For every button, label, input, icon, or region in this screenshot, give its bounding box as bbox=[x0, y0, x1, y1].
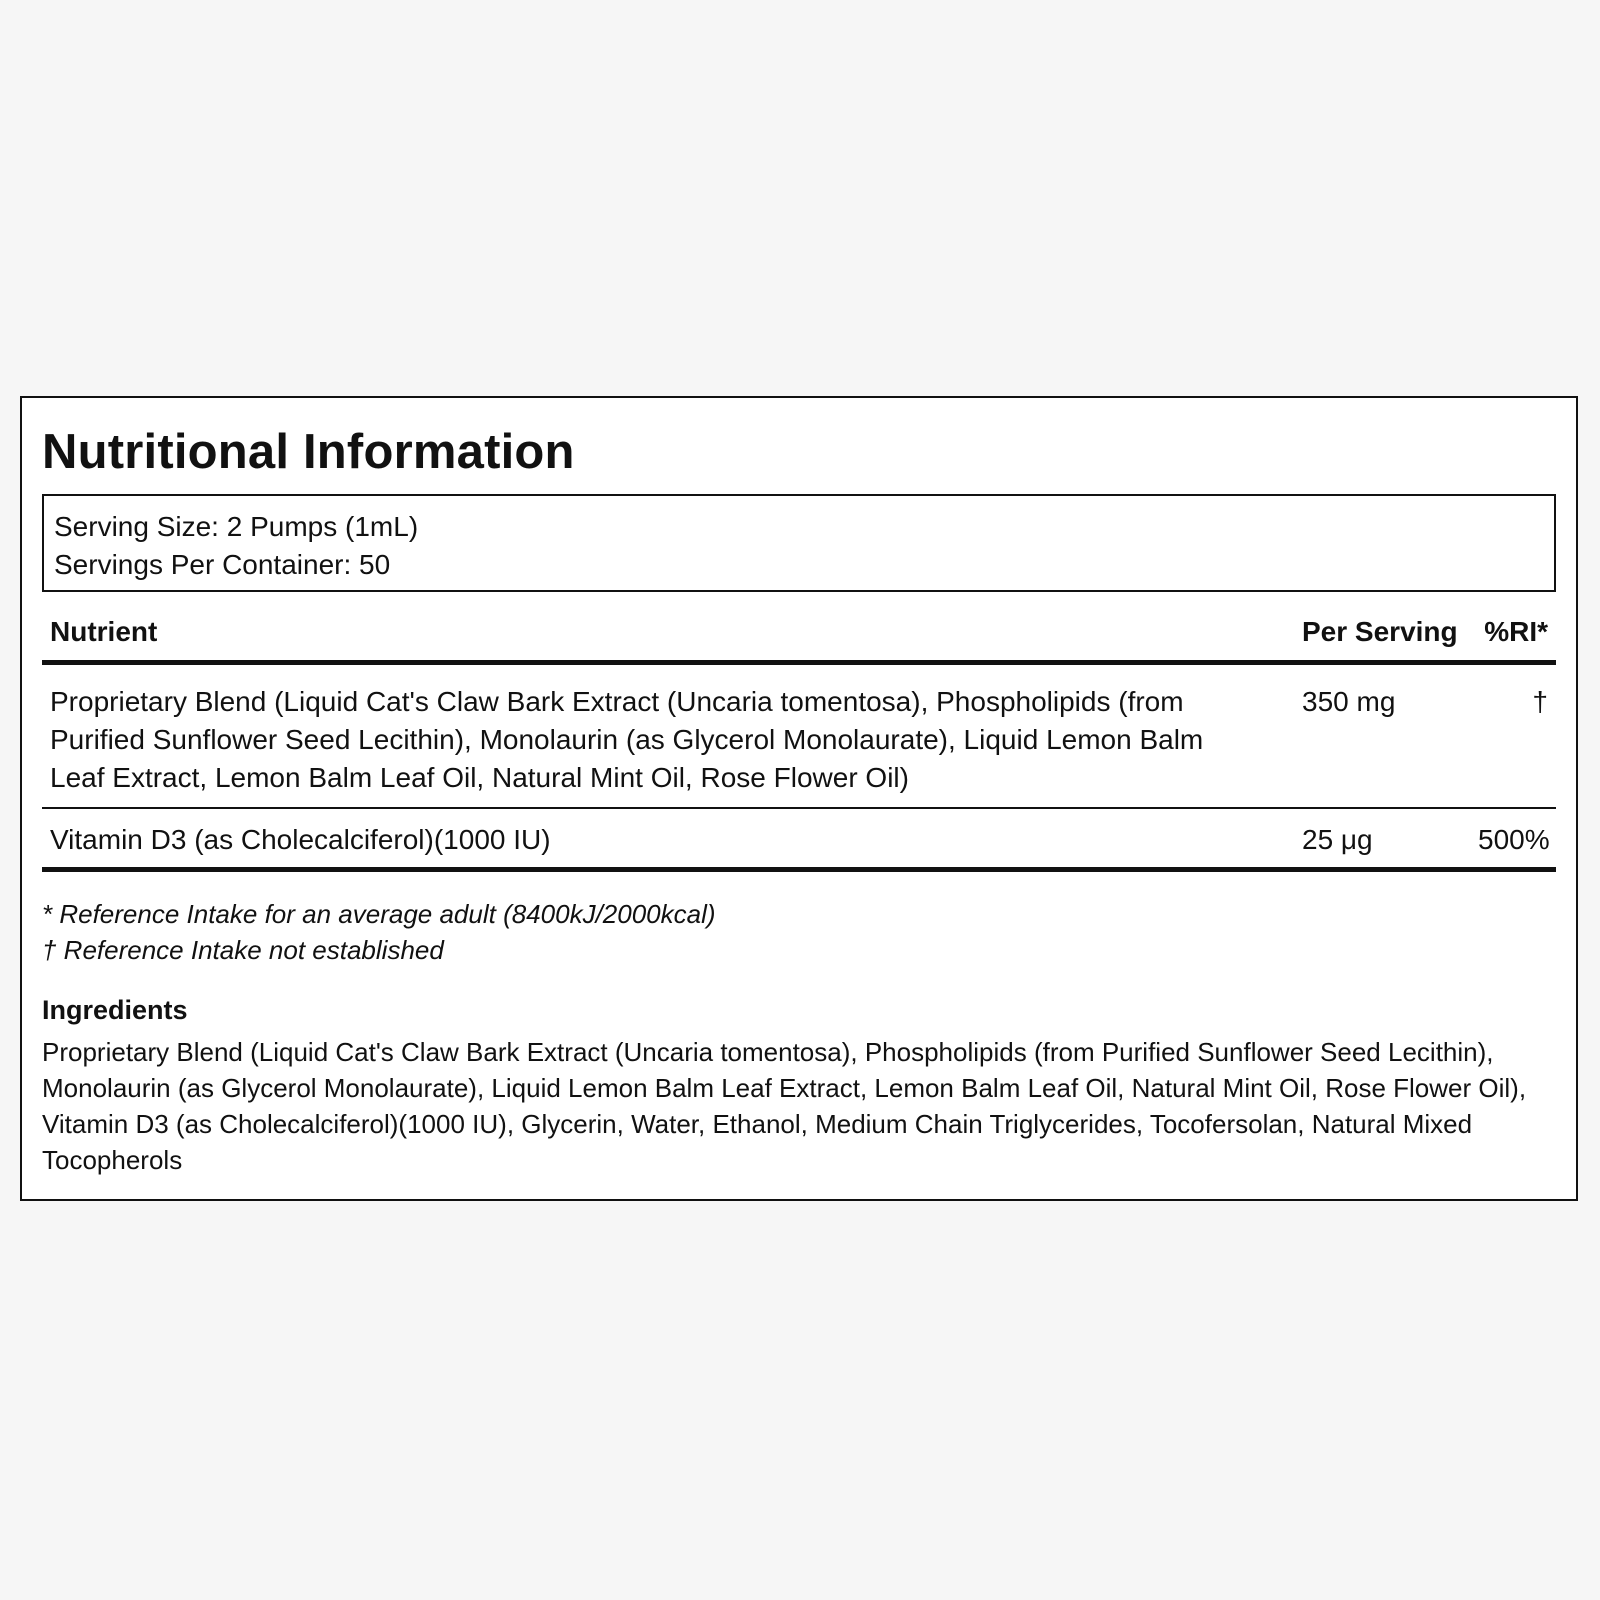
table-header-row bbox=[42, 614, 1556, 665]
ri-footnote: * Reference Intake for an average adult (8400kJ/2000kcal) bbox=[42, 899, 716, 929]
header-nutrient: Nutrient bbox=[50, 616, 158, 647]
label-title: Nutritional Information bbox=[42, 425, 575, 479]
row-nutrient: Proprietary Blend (Liquid Cat's Claw Bark Extract (Uncaria tomentosa), Phospholipids (from Purified Sunflower Seed Lecithin), Monolaurin (as Glycerol Monolaurate), Liquid Lemon Balm Leaf Extract, Lemon Balm Leaf Oil, Natural Mint Oil, Rose Flower Oil) bbox=[50, 686, 1204, 793]
row-ri: 500% bbox=[1478, 824, 1550, 855]
ingredients-text: Proprietary Blend (Liquid Cat's Claw Bark Extract (Uncaria tomentosa), Phospholipids (from Purified Sunflower Seed Lecithin), Monolaurin (as Glycerol Monolaurate), Liquid Lemon Balm Leaf Extract, Lemon Balm Leaf Oil, Natural Mint Oil, Rose Flower Oil), Vitamin D3 (as Cholecalciferol)(1000 IU), Glycerin, Water, Ethanol, Medium Chain Triglycerides, Tocofersolan, Natural Mixed Tocopherols bbox=[42, 1037, 1527, 1175]
row-per-serving: 25 μg bbox=[1302, 824, 1373, 855]
row-per-serving: 350 mg bbox=[1302, 686, 1396, 717]
serving-size-text: Serving Size: 2 Pumps (1mL) bbox=[54, 511, 419, 542]
row-nutrient: Vitamin D3 (as Cholecalciferol)(1000 IU) bbox=[50, 824, 551, 855]
table-row bbox=[42, 665, 1556, 809]
serving-info-box bbox=[42, 494, 1556, 592]
nutrition-label-panel bbox=[20, 396, 1578, 1201]
footnotes bbox=[42, 896, 1556, 968]
header-ri: %RI* bbox=[1484, 616, 1548, 647]
header-per-serving: Per Serving bbox=[1302, 616, 1458, 647]
ingredients-heading: Ingredients bbox=[42, 995, 188, 1025]
nutrient-table bbox=[42, 614, 1556, 872]
row-ri: † bbox=[1532, 686, 1548, 717]
dagger-footnote: † Reference Intake not established bbox=[42, 935, 444, 965]
servings-per-container-text: Servings Per Container: 50 bbox=[54, 549, 391, 580]
table-row bbox=[42, 809, 1556, 872]
